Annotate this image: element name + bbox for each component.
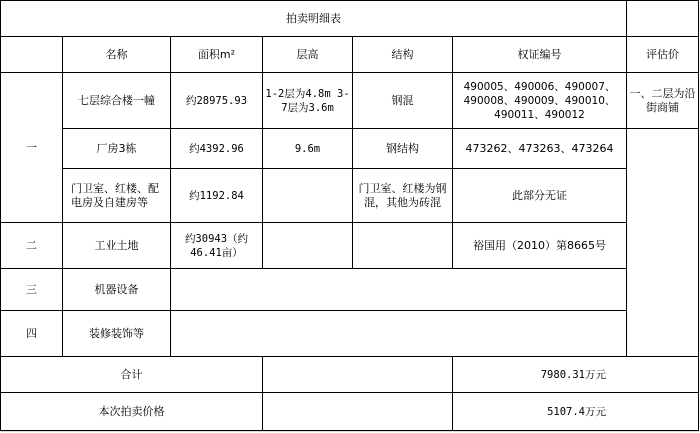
- row3-structure: 门卫室、红楼为钢混，其他为砖混: [353, 169, 453, 223]
- row1-name: 七层综合楼一幢: [63, 73, 171, 129]
- row6-blank-cell: [171, 311, 627, 357]
- row4-area: 约30943（约46.41亩）: [171, 223, 263, 269]
- row4-structure: [353, 223, 453, 269]
- empty-cell: [627, 1, 699, 37]
- header-valuation: 评估价: [627, 37, 699, 73]
- header-structure: 结构: [353, 37, 453, 73]
- row5-name: 机器设备: [63, 269, 171, 311]
- group-label-1: 一: [1, 73, 63, 223]
- header-certificate: 权证编号: [453, 37, 627, 73]
- row3-certificate: 此部分无证: [453, 169, 627, 223]
- row6-name: 装修装饰等: [63, 311, 171, 357]
- table-title: 拍卖明细表: [1, 1, 627, 37]
- total-label: 合计: [1, 357, 263, 393]
- row1-valuation: 一、二层为沿街商铺: [627, 73, 699, 129]
- row2-area: 约4392.96: [171, 129, 263, 169]
- valuation-empty-cell: [627, 129, 699, 357]
- row4-certificate: 裕国用（2010）第8665号: [453, 223, 627, 269]
- group-label-2: 二: [1, 223, 63, 269]
- row3-area: 约1192.84: [171, 169, 263, 223]
- row4-floor-height: [263, 223, 353, 269]
- row2-name: 厂房3栋: [63, 129, 171, 169]
- group-label-3: 三: [1, 269, 63, 311]
- row1-floor-height: 1-2层为4.8m 3-7层为3.6m: [263, 73, 353, 129]
- header-area: 面积m²: [171, 37, 263, 73]
- row2-structure: 钢结构: [353, 129, 453, 169]
- header-empty-cell: [1, 37, 63, 73]
- auction-price-label: 本次拍卖价格: [1, 393, 263, 431]
- row1-certificate: 490005、490006、490007、490008、490009、490010、490011、490012: [453, 73, 627, 129]
- row3-name: 门卫室、红楼、配电房及自建房等: [63, 169, 171, 223]
- sheet-gridline: [0, 431, 700, 432]
- row2-floor-height: 9.6m: [263, 129, 353, 169]
- header-floor-height: 层高: [263, 37, 353, 73]
- row4-name: 工业土地: [63, 223, 171, 269]
- auction-price-value: 5107.4万元: [453, 393, 699, 431]
- row1-structure: 钢混: [353, 73, 453, 129]
- row2-certificate: 473262、473263、473264: [453, 129, 627, 169]
- row3-floor-height: [263, 169, 353, 223]
- total-blank-cell: [263, 357, 453, 393]
- total-value: 7980.31万元: [453, 357, 699, 393]
- header-name: 名称: [63, 37, 171, 73]
- auction-blank-cell: [263, 393, 453, 431]
- row1-area: 约28975.93: [171, 73, 263, 129]
- row5-blank-cell: [171, 269, 627, 311]
- group-label-4: 四: [1, 311, 63, 357]
